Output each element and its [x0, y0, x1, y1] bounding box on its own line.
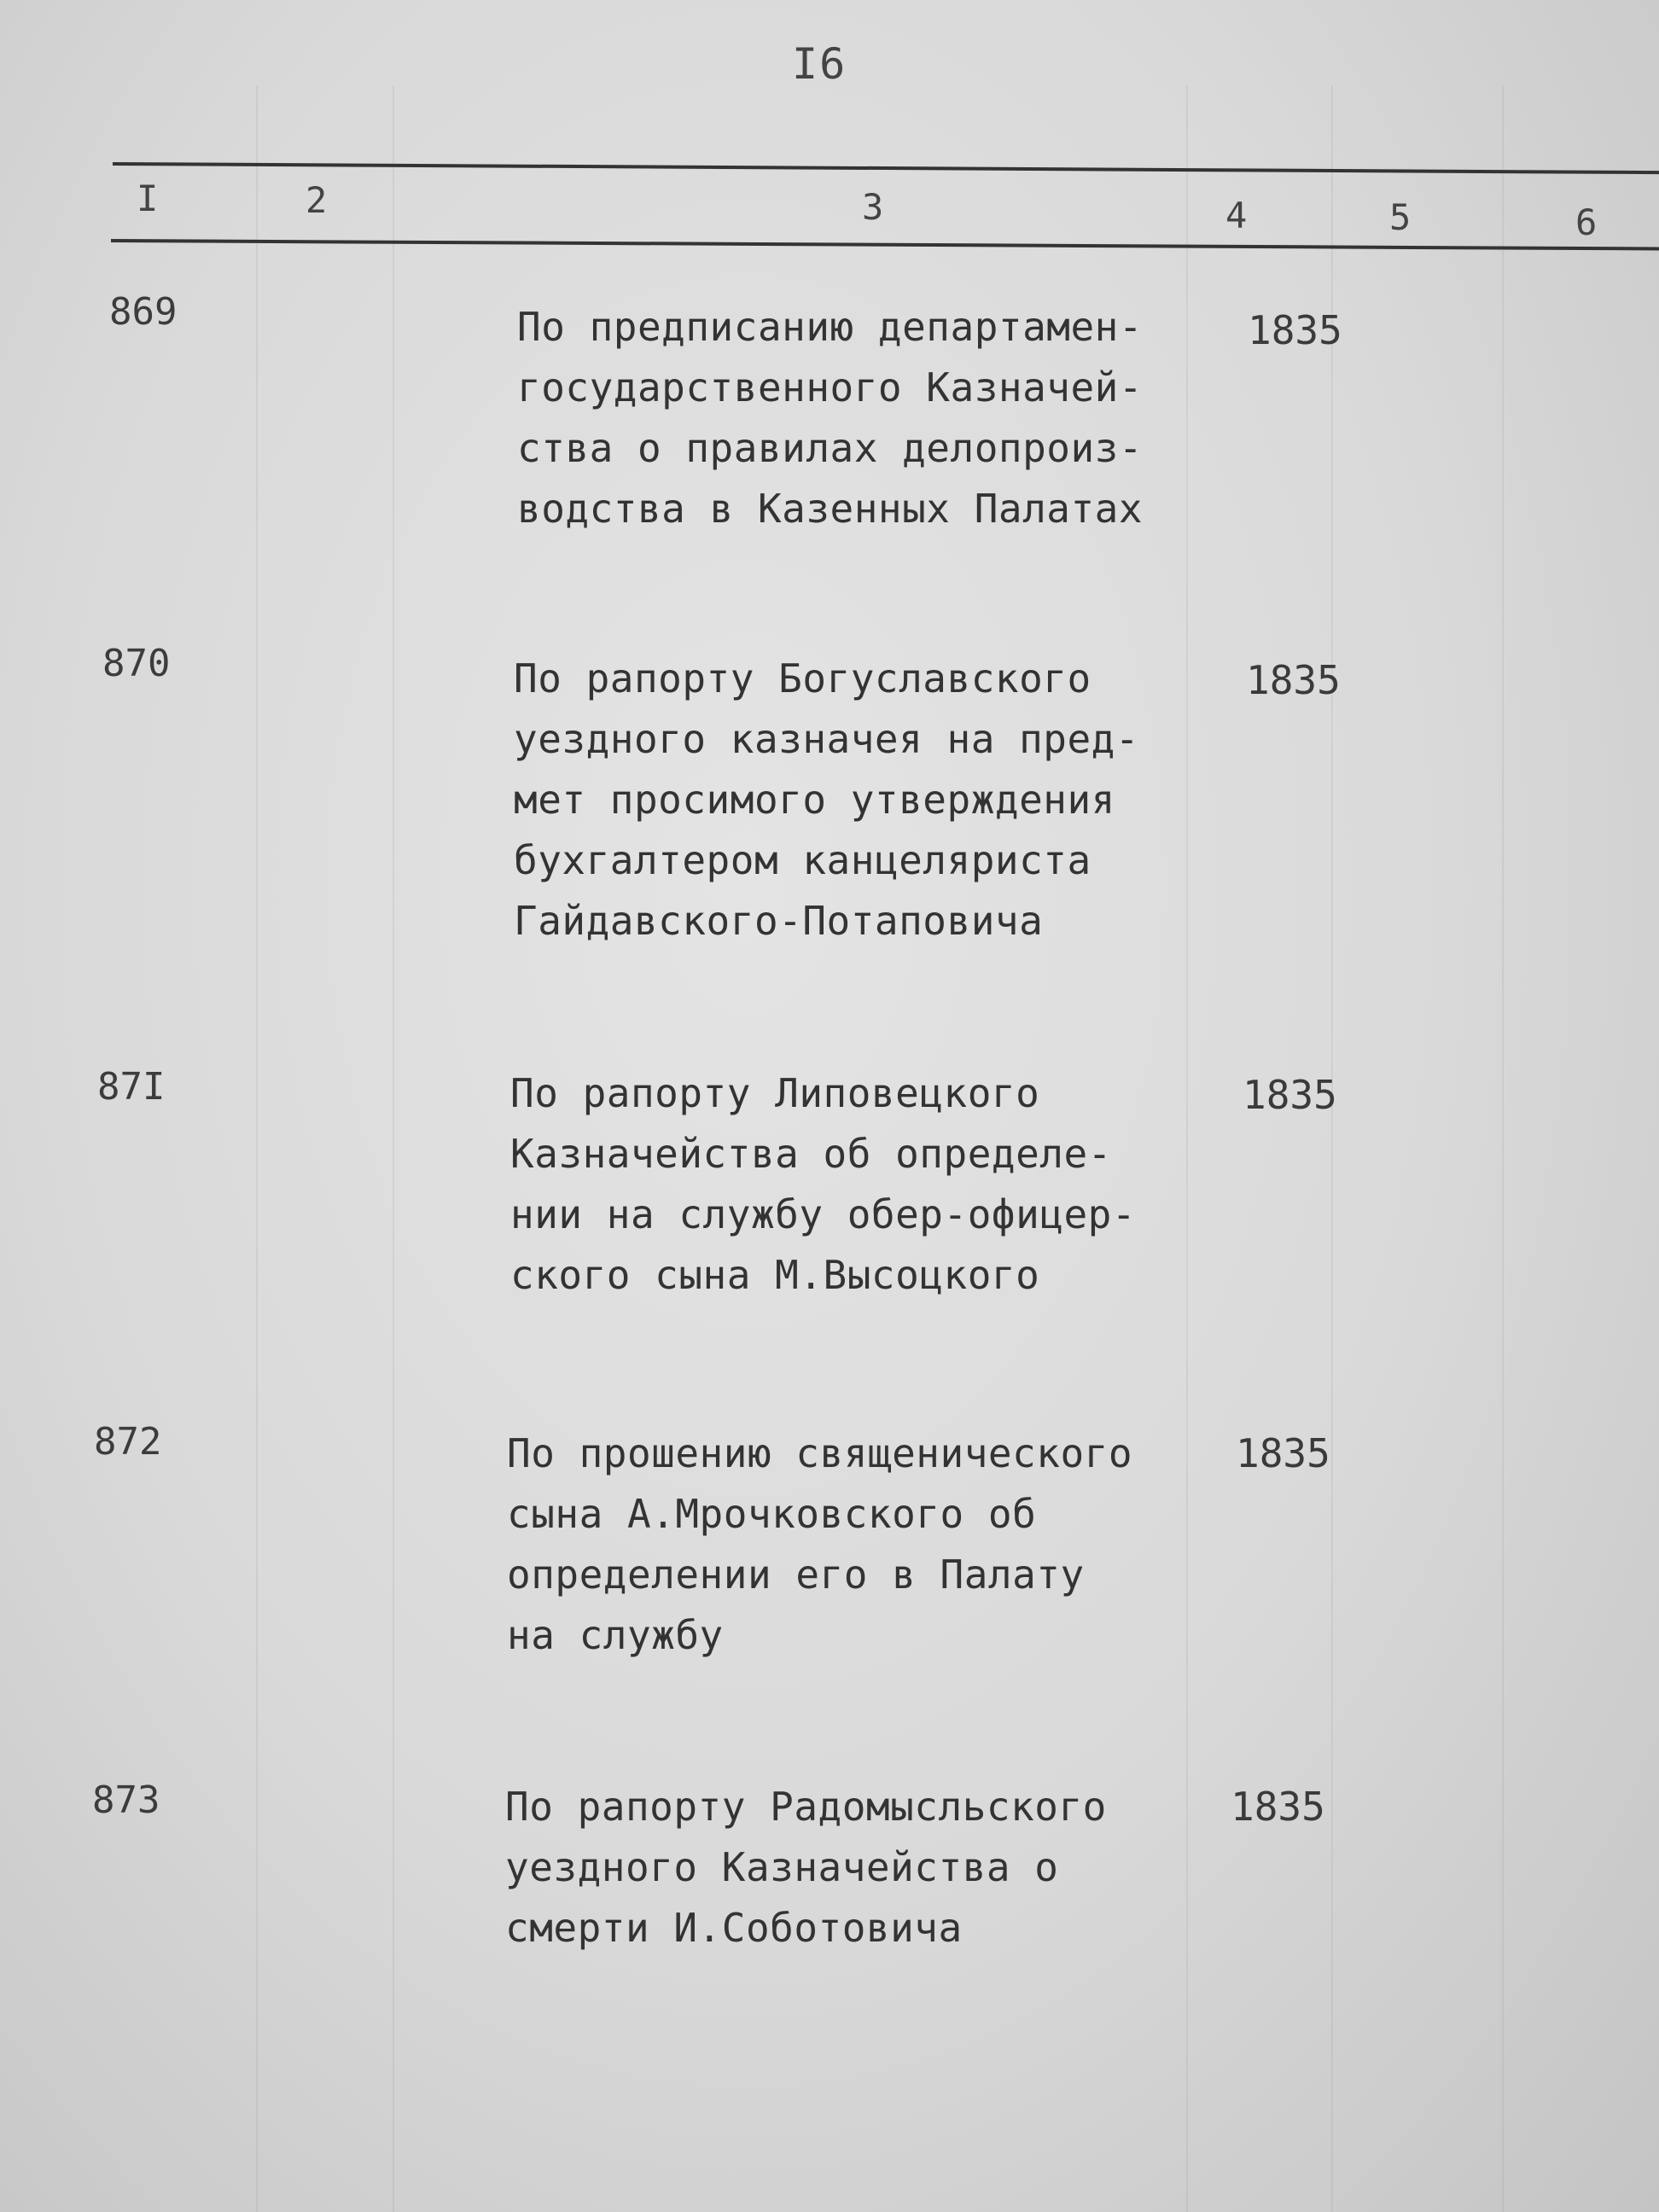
- column-header-6: 6: [1575, 201, 1598, 243]
- entry-year: 1835: [1246, 657, 1341, 703]
- description-line: бухгалтером канцеляриста: [514, 837, 1091, 883]
- header-rule-bottom: [111, 239, 1659, 250]
- description-line: определении его в Палату: [507, 1551, 1085, 1598]
- description-line: По рапорту Радомысльского: [505, 1784, 1107, 1830]
- entry-number: 870: [102, 642, 171, 685]
- bleed-line: [256, 85, 258, 2212]
- header-rule-top: [113, 162, 1659, 174]
- bleed-line: [393, 85, 394, 2212]
- entry-year: 1835: [1248, 307, 1342, 353]
- description-line: По прошению священического: [507, 1430, 1133, 1476]
- description-line: По рапорту Богуславского: [514, 655, 1091, 701]
- entry-year: 1835: [1243, 1072, 1337, 1118]
- description-line: мет просимого утверждения: [514, 777, 1115, 823]
- entry-number: 873: [92, 1778, 160, 1822]
- entry-number: 869: [109, 290, 178, 334]
- entry-description: [510, 1063, 1136, 1306]
- description-line: водства в Казенных Палатах: [517, 486, 1144, 532]
- entry-year: 1835: [1236, 1430, 1330, 1476]
- entry-description: [505, 1777, 1107, 1959]
- bleed-line: [1502, 85, 1504, 2212]
- description-line: уездного казначея на пред-: [514, 716, 1140, 762]
- description-line: Гайдавского-Потаповича: [514, 898, 1044, 944]
- page-number: I6: [792, 39, 847, 89]
- entry-number: 872: [94, 1420, 162, 1464]
- entry-year: 1835: [1231, 1784, 1325, 1830]
- description-line: государственного Казначей-: [517, 364, 1144, 410]
- column-header-1: I: [137, 178, 159, 219]
- description-line: смерти И.Соботовича: [505, 1905, 963, 1951]
- entry-number: 87I: [97, 1065, 166, 1109]
- entry-description: [507, 1423, 1132, 1666]
- description-line: нии на службу обер-офицер-: [510, 1191, 1137, 1237]
- column-header-2: 2: [306, 179, 328, 221]
- description-line: уездного Казначейства о: [505, 1844, 1059, 1890]
- description-line: сына А.Мрочковского об: [507, 1491, 1037, 1537]
- description-line: Казначейства об определе-: [510, 1131, 1112, 1177]
- description-line: ского сына М.Высоцкого: [510, 1252, 1040, 1298]
- column-header-4: 4: [1225, 195, 1248, 236]
- description-line: ства о правилах делопроиз-: [517, 425, 1144, 471]
- description-line: По предписанию департамен-: [517, 304, 1144, 350]
- bleed-line: [1331, 85, 1333, 2212]
- entry-description: [517, 297, 1143, 539]
- description-line: на службу: [507, 1612, 724, 1658]
- column-header-3: 3: [862, 186, 884, 228]
- entry-description: [514, 649, 1139, 952]
- description-line: По рапорту Липовецкого: [510, 1070, 1040, 1116]
- bleed-line: [1186, 85, 1188, 2212]
- column-header-5: 5: [1389, 196, 1412, 238]
